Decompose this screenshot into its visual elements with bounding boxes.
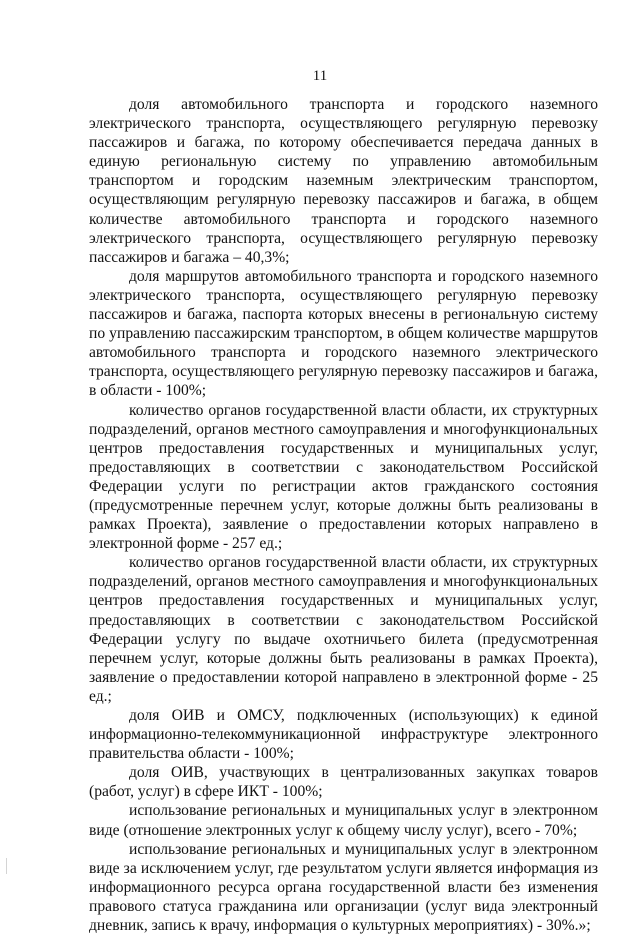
- paragraph-egov-infrastructure-share: доля ОИВ и ОМСУ, подключенных (использующих) к единой информационно-телекоммуникационной инфраструктуре электронного правительства области - 100%;: [89, 707, 598, 763]
- scan-edge-mark: [6, 858, 7, 874]
- paragraph-route-passports-share: доля маршрутов автомобильного транспорта и городского наземного электрического транспорта, осуществляющего регулярную перевозку пассажиров и багажа, паспорта которых внесены в региональную систему по управлению пассажирским транспортом, в общем количестве маршрутов автомобильного транспорта и городского наземного электрического транспорта, осуществляющего регулярную перевозку пассажиров и багажа, в области - 100%;: [89, 267, 598, 400]
- page-number: 11: [312, 68, 328, 84]
- paragraph-hunting-ticket-bodies: количество органов государственной власти области, их структурных подразделений, органов местного самоуправления и многофункциональных центров предоставления государственных и муниципальных услуг, предоставляющих в соответствии с законодательством Российской Федерации услугу по выдаче охотничьего билета (предусмотренная перечнем услуг, которые должны быть реализованы в рамках Проекта), заявление о предоставлении которой направлено в электронной форме - 25 ед.;: [89, 554, 598, 705]
- paragraph-civil-registration-bodies: количество органов государственной власти области, их структурных подразделений, органов местного самоуправления и многофункциональных центров предоставления государственных и муниципальных услуг, предоставляющих в соответствии с законодательством Российской Федерации услуги по регистрации актов гражданского состояния (предусмотренные перечнем услуг, которые должны быть реализованы в рамках Проекта), заявление о предоставлении которых направлено в электронной форме - 257 ед.;: [89, 401, 598, 553]
- paragraph-centralized-procurement-share: доля ОИВ, участвующих в централизованных закупках товаров (работ, услуг) в сфере ИКТ - 100%;: [89, 764, 598, 801]
- document-body: [89, 95, 598, 935]
- paragraph-electronic-services-total: использование региональных и муниципальных услуг в электронном виде (отношение электронных услуг к общему числу услуг), всего - 70%;: [89, 802, 598, 839]
- paragraph-electronic-services-excluding: использование региональных и муниципальных услуг в электронном виде за исключением услуг, где результатом услуги является информация из информационного ресурса органа государственной власти без изменения правового статуса гражданина или организации (услуг вида электронный дневник, запись к врачу, информация о культурных мероприятиях) - 30%.»;: [89, 840, 598, 935]
- paragraph-transport-data-share: доля автомобильного транспорта и городского наземного электрического транспорта, осуществляющего регулярную перевозку пассажиров и багажа, по которому обеспечивается передача данных в единую региональную систему по управлению автомобильным транспортом и городским наземным электрическим транспортом, осуществляющим регулярную перевозку пассажиров и багажа, в общем количестве автомобильного транспорта и городского наземного электрического транспорта, осуществляющего регулярную перевозку пассажиров и багажа – 40,3%;: [89, 96, 598, 266]
